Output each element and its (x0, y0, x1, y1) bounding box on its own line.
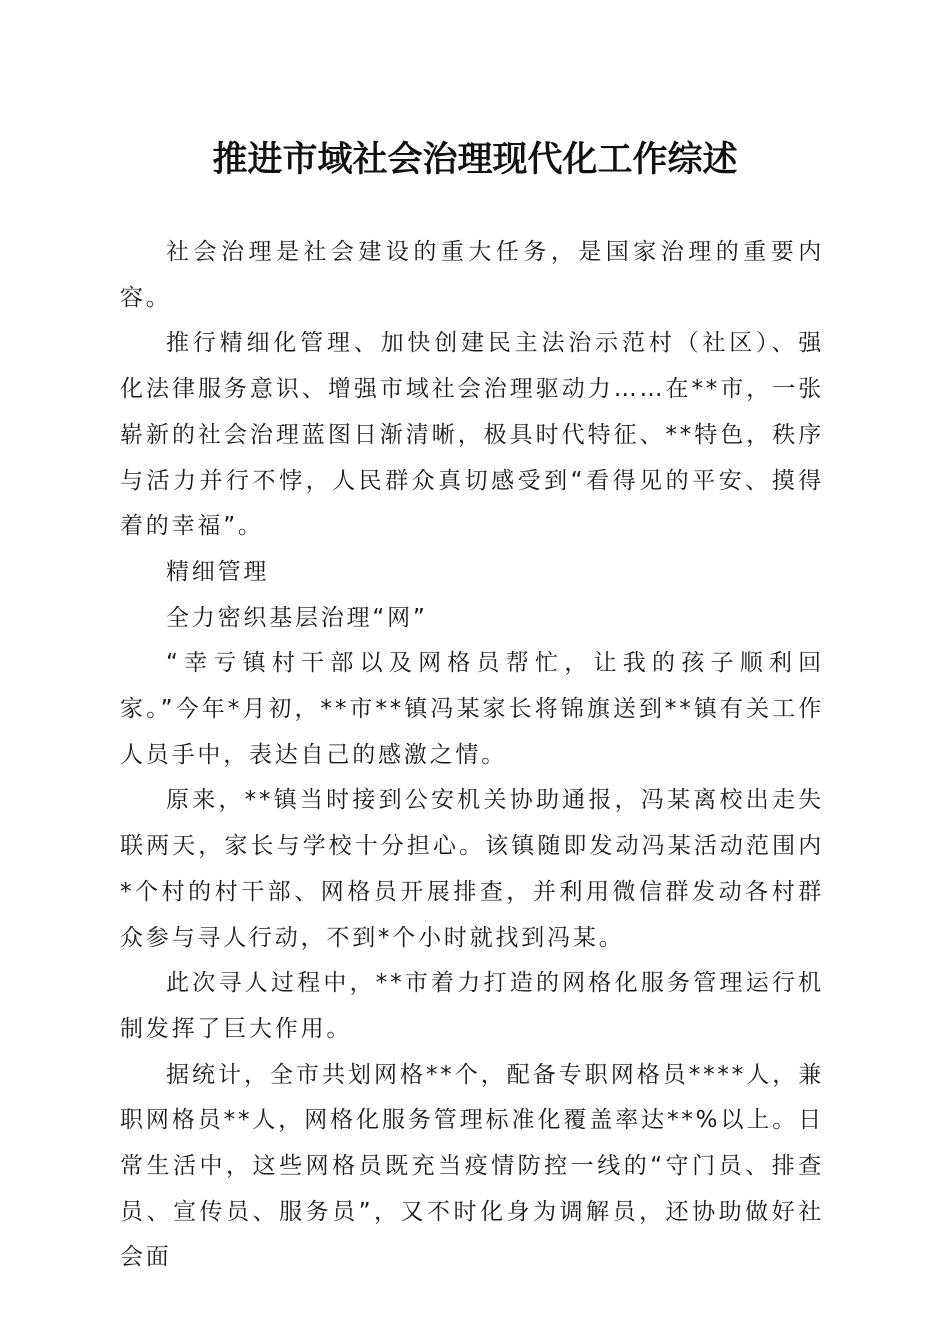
section-subheading: 全力密织基层治理“网” (166, 604, 428, 631)
paragraph: “幸亏镇村干部以及网格员帮忙，让我的孩子顺利回家。”今年*月初，**市**镇冯某家长将锦旗送到**镇有关工作人员手中，表达自己的感激之情。 (120, 650, 824, 768)
paragraph: 推行精细化管理、加快创建民主法治示范村（社区）、强化法律服务意识、增强市域社会治理驱动力……在**市，一张崭新的社会治理蓝图日渐清晰，极具时代特征、**特色，秩序与活力并行不悖，人民群众真切感受到“看得见的平安、摸得着的幸福”。 (120, 330, 824, 540)
document-title: 推进市域社会治理现代化工作综述 (212, 139, 738, 180)
paragraph: 据统计，全市共划网格**个，配备专职网格员****人，兼职网格员**人，网格化服务管理标准化覆盖率达**%以上。日常生活中，这些网格员既充当疫情防控一线的“守门员、排查员、宣传员、服务员”，又不时化身为调解员，还协助做好社会面 (120, 1061, 824, 1271)
paragraph: 原来，**镇当时接到公安机关协助通报，冯某离校出走失联两天，家长与学校十分担心。该镇随即发动冯某活动范围内*个村的村干部、网格员开展排查，并利用微信群发动各村群众参与寻人行动，不到*个小时就找到冯某。 (120, 787, 824, 951)
document-body (120, 230, 824, 1281)
paragraph: 社会治理是社会建设的重大任务，是国家治理的重要内容。 (120, 239, 824, 311)
paragraph: 此次寻人过程中，**市着力打造的网格化服务管理运行机制发挥了巨大作用。 (120, 970, 824, 1042)
section-heading: 精细管理 (166, 558, 270, 585)
